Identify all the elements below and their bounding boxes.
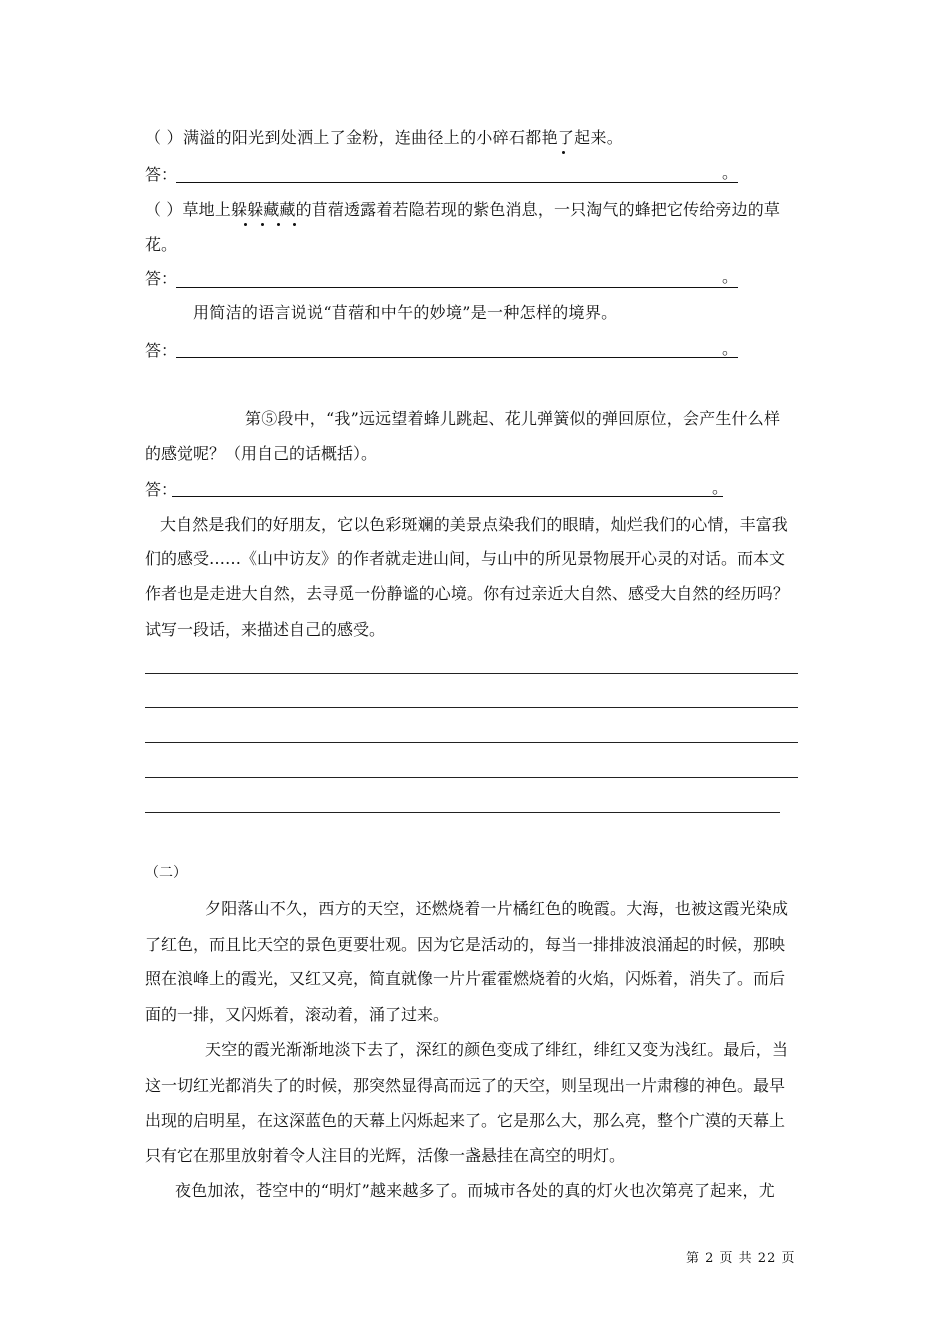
answer-line[interactable] [176,182,738,183]
answer-end: 。 [722,267,739,286]
passage-line: 夜色加浓，苍空中的“明灯”越来越多了。而城市各处的真的灯火也次第亮了起来，尤 [175,1181,775,1200]
passage-line: 夕阳落山不久，西方的天空，还燃烧着一片橘红色的晚霞。大海，也被这霞光染成 [205,899,789,918]
writing-line[interactable] [145,777,798,778]
answer-line[interactable] [172,496,723,497]
question-5-line: 们的感受……《山中访友》的作者就走进山间，与山中的所见景物展开心灵的对话。而本文 [145,549,786,568]
page-number: 第 2 页 共 22 页 [686,1251,796,1266]
question-4-text-line2: 的感觉呢？（用自己的话概括）。 [145,444,378,463]
question-4-text-line1: 第⑤段中，“我”远远望着蜂儿跳起、花儿弹簧似的弹回原位，会产生什么样 [245,409,781,428]
section-heading: （二） [145,865,187,881]
writing-line[interactable] [145,742,798,743]
answer-label: 答： [145,480,178,499]
passage-line: 这一切红光都消失了的时候，那突然显得高而远了的天空，则呈现出一片肃穆的神色。最早 [145,1076,786,1095]
question-5-line: 试写一段话，来描述自己的感受。 [145,620,386,639]
answer-label: 答： [145,341,178,360]
question-5-line: 作者也是走进大自然，去寻觅一份静谧的心境。你有过亲近大自然、感受大自然的经历吗？ [145,584,790,603]
passage-line: 出现的启明星，在这深蓝色的天幕上闪烁起来了。它是那么大，那么亮，整个广漠的天幕上 [145,1111,786,1130]
emphasis-dot [244,223,247,226]
writing-line[interactable] [145,707,798,708]
emphasis-dot [562,151,565,154]
answer-line[interactable] [176,357,738,358]
answer-line[interactable] [176,287,738,288]
answer-end: 。 [722,339,739,358]
answer-label: 答： [145,165,178,184]
passage-line: 面的一排，又闪烁着，滚动着，涌了过来。 [145,1005,450,1024]
question-2-text-line2: 花。 [145,235,178,254]
question-3-text: 用简洁的语言说说“苜蓿和中午的妙境”是一种怎样的境界。 [193,303,618,322]
passage-line: 照在浪峰上的霞光，又红又亮，简直就像一片片霍霍燃烧着的火焰，闪烁着，消失了。而后 [145,969,786,988]
question-5-line: 大自然是我们的好朋友，它以色彩斑斓的美景点染我们的眼睛，灿烂我们的心情，丰富我 [160,515,788,534]
passage-line: 天空的霞光渐渐地淡下去了，深红的颜色变成了绯红，绯红又变为浅红。最后，当 [205,1040,789,1059]
emphasis-dot [277,223,280,226]
passage-line: 只有它在那里放射着令人注目的光辉，活像一盏悬挂在高空的明灯。 [145,1146,626,1165]
writing-line[interactable] [145,673,798,674]
emphasis-dot [261,223,264,226]
writing-line[interactable] [145,812,780,813]
answer-end: 。 [712,478,729,497]
answer-end: 。 [722,163,739,182]
question-2-text-line1: （ ）草地上躲躲藏藏的苜蓿透露着若隐若现的紫色消息，一只淘气的蜂把它传给旁边的草 [145,200,781,219]
passage-line: 了红色，而且比天空的景色更要壮观。因为它是活动的，每当一排排波浪涌起的时候，那映 [145,935,786,954]
emphasis-dot [293,223,296,226]
question-1-text: （ ）满溢的阳光到处洒上了金粉，连曲径上的小碎石都艳了起来。 [145,128,624,147]
answer-label: 答： [145,269,178,288]
